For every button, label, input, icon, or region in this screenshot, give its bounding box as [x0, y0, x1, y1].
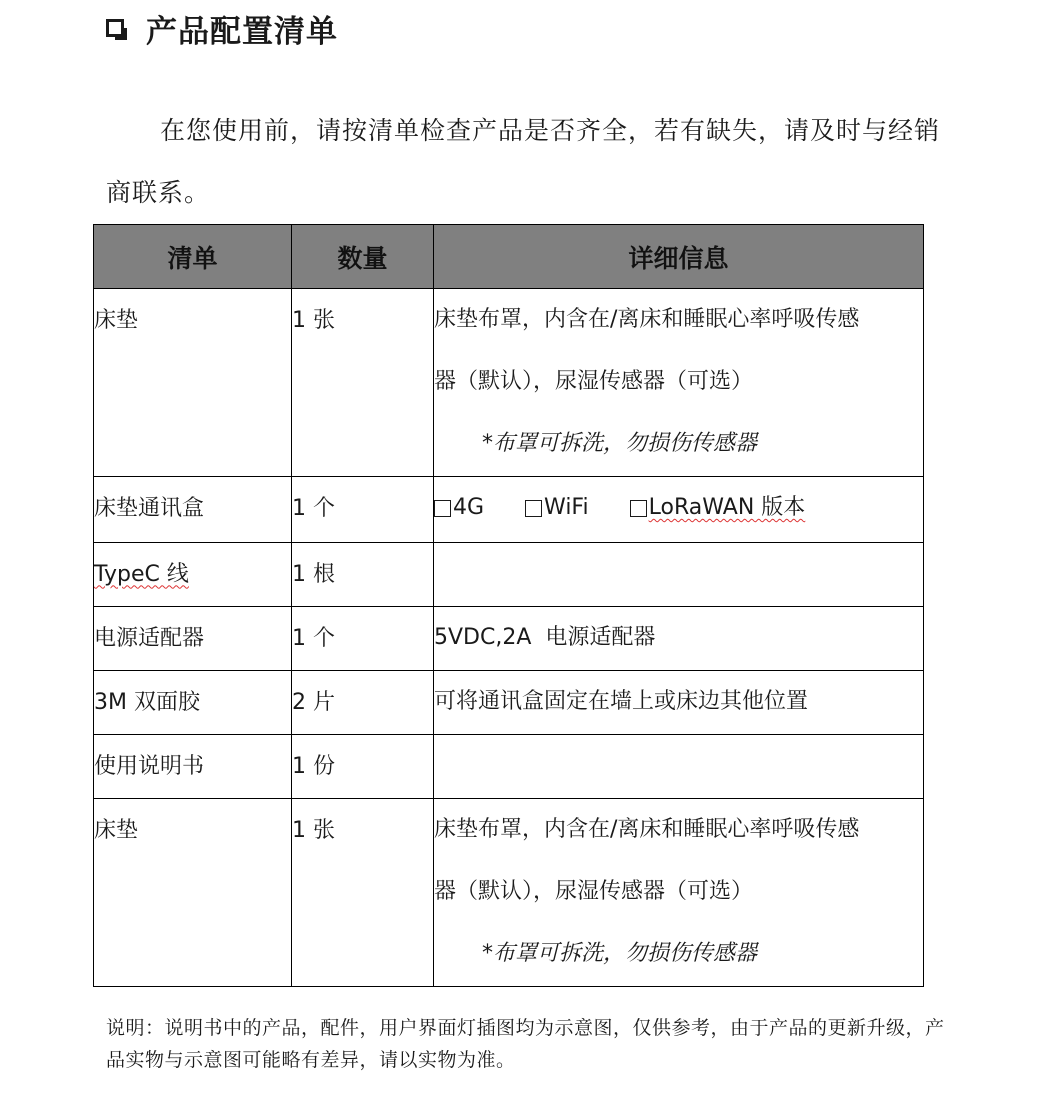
header-item: 清单 [94, 225, 292, 289]
item-qty: 1 个 [292, 606, 434, 670]
detail-line: 器（默认），尿湿传感器（可选） [434, 369, 754, 394]
item-name: 使用说明书 [94, 734, 292, 798]
table-row [94, 542, 924, 606]
option-label: 4G [453, 495, 485, 520]
table-header-row [94, 225, 924, 289]
disclaimer-note: 说明：说明书中的产品，配件，用户界面灯插图均为示意图，仅供参考，由于产品的更新升级，产品实物与示意图可能略有差异，请以实物为准。 [106, 1017, 945, 1071]
option-label: LoRaWAN 版本 [648, 495, 806, 520]
item-name: 床垫 [94, 798, 292, 986]
item-name-text: TypeC 线 [94, 561, 189, 587]
item-qty: 1 根 [292, 542, 434, 606]
checkbox-icon[interactable] [434, 500, 451, 517]
item-detail [434, 734, 924, 798]
table-row [94, 606, 924, 670]
option-label: WiFi [544, 495, 589, 520]
item-name: 床垫通讯盒 [94, 477, 292, 543]
table-row [94, 734, 924, 798]
item-qty: 1 张 [292, 798, 434, 986]
header-quantity: 数量 [292, 225, 434, 289]
table-row [94, 289, 924, 477]
item-detail [434, 289, 924, 477]
item-detail [434, 477, 924, 543]
item-qty: 2 片 [292, 670, 434, 734]
product-config-table [93, 224, 924, 987]
header-details: 详细信息 [434, 225, 924, 289]
intro-paragraph: 在您使用前，请按清单检查产品是否齐全，若有缺失，请及时与经销商联系。 [106, 116, 941, 207]
item-qty: 1 个 [292, 477, 434, 543]
table-row [94, 798, 924, 986]
item-qty: 1 张 [292, 289, 434, 477]
detail-line: 床垫布罩，内含在/离床和睡眠心率呼吸传感 [434, 816, 860, 842]
item-name [94, 542, 292, 606]
option-lorawan[interactable] [630, 477, 806, 539]
detail-line: 器（默认），尿湿传感器（可选） [434, 878, 754, 904]
table-row [94, 670, 924, 734]
item-name: 3M 双面胶 [94, 670, 292, 734]
item-qty: 1 份 [292, 734, 434, 798]
section-heading [106, 6, 338, 50]
item-detail [434, 798, 924, 986]
detail-note: *布罩可拆洗，勿损伤传感器 [482, 431, 758, 456]
detail-line: 床垫布罩，内含在/离床和睡眠心率呼吸传感 [434, 307, 860, 332]
checkbox-icon[interactable] [525, 500, 542, 517]
checkbox-icon[interactable] [630, 500, 647, 517]
checkbox-square-icon [106, 19, 124, 37]
item-name: 床垫 [94, 289, 292, 477]
item-detail: 5VDC,2A 电源适配器 [434, 606, 924, 670]
heading-title: 产品配置清单 [146, 13, 338, 50]
option-wifi[interactable] [525, 477, 589, 539]
table-row [94, 477, 924, 543]
detail-note: *布罩可拆洗，勿损伤传感器 [482, 940, 758, 966]
option-4g[interactable] [434, 477, 484, 539]
item-detail [434, 542, 924, 606]
item-detail: 可将通讯盒固定在墙上或床边其他位置 [434, 670, 924, 734]
item-name: 电源适配器 [94, 606, 292, 670]
